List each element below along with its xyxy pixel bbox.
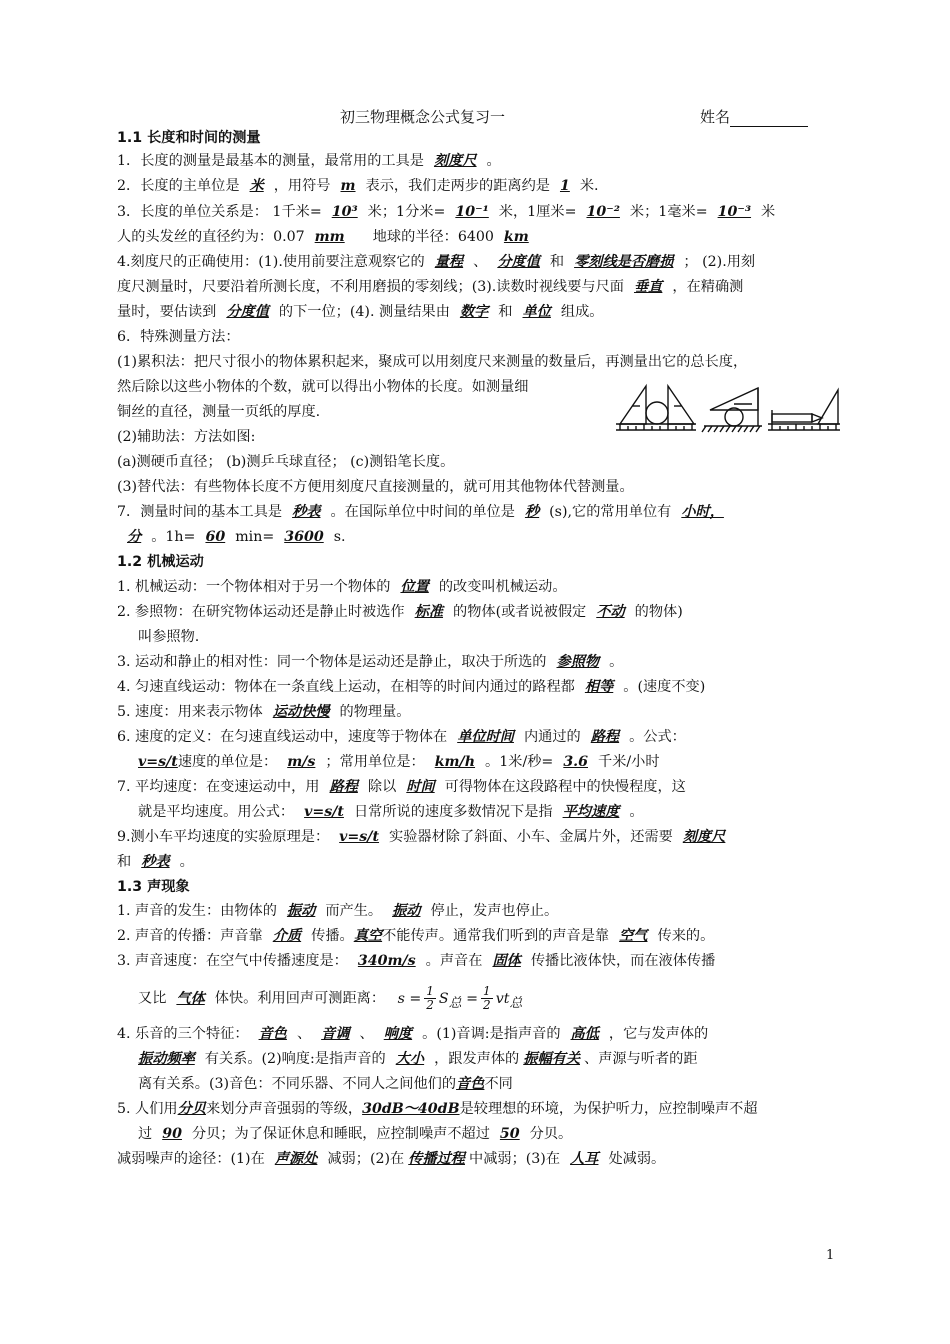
line-1-1-16: 分 。1h= 60 min= 3600 s. [127,529,346,545]
line-1-1-15: 7．测量时间的基本工具是 秒表 。在国际单位中时间的单位是 秒 (s),它的常用单位有 小时， [117,504,724,520]
line-1-3-4: 又比 气体 体快。利用回声可测距离： s = $\frac{1}{2}$ $S_总$ = $\frac{1}{2}$ $vt_总$ [138,984,523,1012]
measurement-methods-figure [612,380,844,436]
line-1-2-11: 9.测小车平均速度的实验原理是： v=s/t 实验器材除了斜面、小车、金属片外，还需要 刻度尺 [117,829,726,845]
line-1-1-1: 1．长度的测量是最基本的测量，最常用的工具是 刻度尺 。 [117,153,501,169]
line-1-1-5: 4.刻度尺的正确使用：(1).使用前要注意观察它的 量程 、 分度值 和 零刻线是否磨损 ； (2).用刻 [117,254,756,270]
section-heading-1-3: 1.3 声现象 [117,879,190,895]
name-blank[interactable] [730,112,808,127]
section-heading-1-1: 1.1 长度和时间的测量 [117,130,261,146]
coin-diameter-figure [616,386,696,430]
line-1-1-7: 量时，要估读到 分度值 的下一位；(4). 测量结果由 数字 和 单位 组成。 [117,304,604,320]
line-1-1-14: (3)替代法：有些物体长度不方便用刻度尺直接测量的，就可用其他物体代替测量。 [117,479,634,495]
line-1-2-6: 5. 速度：用来表示物体 运动快慢 的物理量。 [117,704,411,720]
line-1-3-10: 减弱噪声的途径：(1)在 声源处 减弱；(2)在 传播过程 中减弱；(3)在 人耳 处减弱。 [117,1151,666,1167]
line-1-2-12: 和 秒表 。 [117,854,194,870]
line-1-3-5: 4. 乐音的三个特征： 音色 、 音调 、 响度 。(1)音调:是指声音的 高低 ，它与发声体的 [117,1026,709,1042]
line-1-3-7: 离有关系。(3)音色：不同乐器、不同人之间他们的音色不同 [138,1076,513,1092]
page-number: 1 [826,1248,835,1263]
page-title: 初三物理概念公式复习一 [340,108,506,126]
section-heading-1-2: 1.2 机械运动 [117,554,204,570]
name-field[interactable] [700,106,808,127]
line-1-1-13: (a)测硬币直径； (b)测乒乓球直径； (c)测铅笔长度。 [117,454,455,470]
line-1-2-9: 7. 平均速度：在变速运动中，用 路程 除以 时间 可得物体在这段路程中的快慢程度，这 [117,779,686,795]
line-1-1-11: 铜丝的直径，测量一页纸的厚度. [117,404,321,420]
line-1-1-12: (2)辅助法：方法如图: [117,429,256,445]
pencil-length-figure [768,390,840,430]
line-1-2-2: 2. 参照物：在研究物体运动还是静止时被选作 标准 的物体(或者说被假定 不动 的物体) [117,604,683,620]
line-1-1-8: 6．特殊测量方法： [117,329,240,345]
echo-distance-formula: s = $\frac{1}{2}$ $S_总$ = $\frac{1}{2}$ $vt_总$ [397,984,523,1012]
line-1-1-10: 然后除以这些小物体的个数，就可以得出小物体的长度。如测量细 [117,379,529,395]
line-1-2-7: 6. 速度的定义：在匀速直线运动中，速度等于物体在 单位时间 内通过的 路程 。公式： [117,729,686,745]
line-1-1-9: (1)累积法：把尺寸很小的物体累积起来，聚成可以用刻度尺来测量的数量后，再测量出它的总长度， [117,354,748,370]
line-1-2-8: v=s/t速度的单位是： m/s ；常用单位是： km/h 。1米/秒= 3.6 千米/小时 [138,754,660,770]
line-1-3-2: 2. 声音的传播：声音靠 介质 传播。真空不能传声。通常我们听到的声音是靠 空气 传来的。 [117,928,715,944]
line-1-1-2: 2．长度的主单位是 米 ，用符号 m 表示，我们走两步的距离约是 1 米. [117,178,599,194]
line-1-1-3: 3．长度的单位关系是： 1千米= 10³ 米；1分米= 10⁻¹ 米，1厘米= 10⁻² 米；1毫米= 10⁻³ 米 [117,204,776,220]
line-1-2-5: 4. 匀速直线运动：物体在一条直线上运动，在相等的时间内通过的路程都 相等 。(速度不变) [117,679,706,695]
line-1-1-4: 人的头发丝的直径约为：0.07 mm 地球的半径：6400 km [117,229,529,245]
line-1-2-1: 1. 机械运动：一个物体相对于另一个物体的 位置 的改变叫机械运动。 [117,579,567,595]
line-1-3-3: 3. 声音速度：在空气中传播速度是： 340m/s 。声音在 固体 传播比液体快，而在液体传播 [117,953,716,969]
line-1-3-1: 1. 声音的发生：由物体的 振动 而产生。 振动 停止，发声也停止。 [117,903,559,919]
pingpong-diameter-figure [702,388,762,432]
line-1-3-8: 5. 人们用分贝来划分声音强弱的等级，30dB～40dB是较理想的环境，为保护听力，应控制噪声不超 [117,1101,758,1117]
name-label: 姓名 [700,108,731,126]
line-1-2-4: 3. 运动和静止的相对性：同一个物体是运动还是静止，取决于所选的 参照物 。 [117,654,624,670]
line-1-2-10: 就是平均速度。用公式： v=s/t 日常所说的速度多数情况下是指 平均速度 。 [138,804,644,820]
line-1-3-9: 过 90 分贝；为了保证休息和睡眠，应控制噪声不超过 50 分贝。 [138,1126,573,1142]
line-1-1-6: 度尺测量时，尺要沿着所测长度，不利用磨损的零刻线；(3).读数时视线要与尺面 垂直 ，在精确测 [117,279,744,295]
line-1-2-3: 叫参照物. [138,629,200,645]
line-1-3-6: 振动频率 有关系。(2)响度:是指声音的 大小 ，跟发声体的 振幅有关 、声源与听者的距 [138,1051,698,1067]
